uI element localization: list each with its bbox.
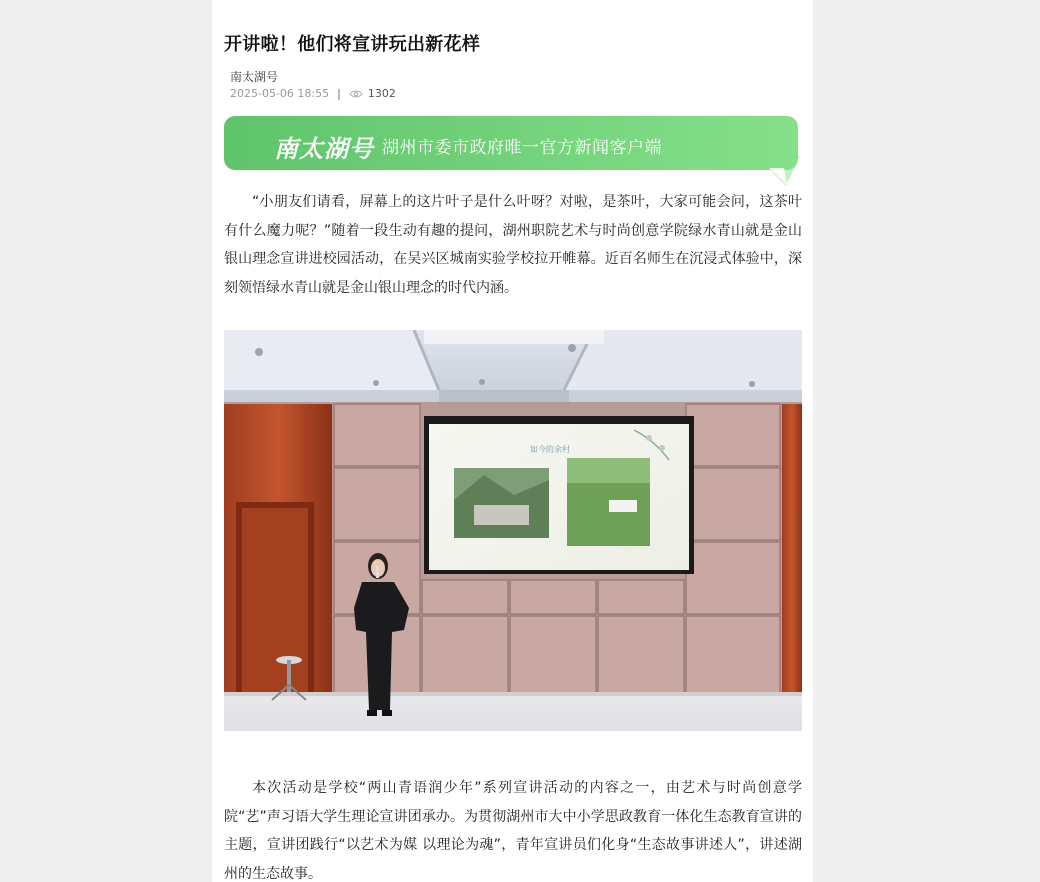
article-title: 开讲啦！他们将宣讲玩出新花样 xyxy=(224,34,481,55)
meta-separator: | xyxy=(337,87,341,100)
banner-brand: 南太湖号 xyxy=(274,134,374,163)
banner-slogan: 湖州市委市政府唯一官方新闻客户端 xyxy=(382,138,662,158)
eye-icon xyxy=(349,89,363,99)
article-meta xyxy=(230,87,396,100)
article-paragraph: “小朋友们请看，屏幕上的这片叶子是什么叶呀？对啦，是茶叶，大家可能会问，这茶叶有什么魔力呢？”随着一段生动有趣的提问，湖州职院艺术与时尚创意学院绿水青山就是金山银山理念宣讲进校园活动，在吴兴区城南实验学校拉开帷幕。近百名师生在沉浸式体验中，深刻领悟绿水青山就是金山银山理念的时代内涵。 xyxy=(224,194,802,296)
app-banner[interactable] xyxy=(224,116,802,188)
publish-date: 2025-05-06 18:55 xyxy=(230,87,330,100)
screen-caption: 如今的余村 xyxy=(530,445,570,454)
article-author[interactable]: 南太湖号 xyxy=(230,70,279,84)
article-page xyxy=(212,0,813,882)
view-count: 1302 xyxy=(367,87,396,100)
article-paragraph: 本次活动是学校“两山青语润少年”系列宣讲活动的内容之一，由艺术与时尚创意学院“艺”声习语大学生理论宣讲团承办。为贯彻湖州市大中小学思政教育一体化生态教育宣讲的主题，宣讲团践行“以艺术为媒 以理论为魂”，青年宣讲员们化身“生态故事讲述人”，讲述湖州的生态故事。 xyxy=(224,780,802,882)
article-photo[interactable] xyxy=(224,330,802,731)
